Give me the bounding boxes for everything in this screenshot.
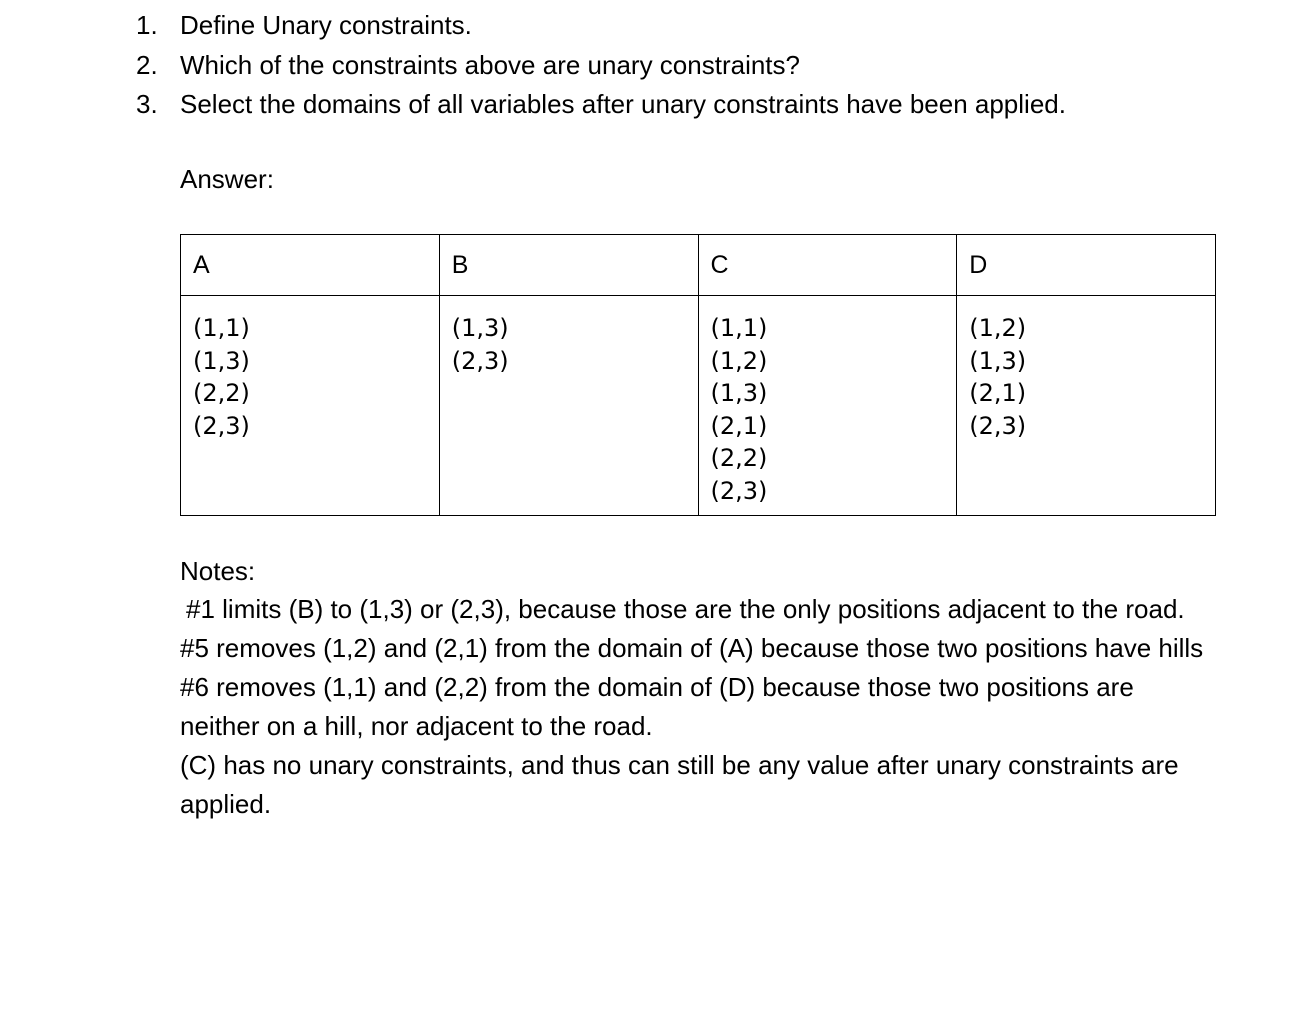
question-item — [136, 6, 1256, 46]
domain-value: (2,3) — [710, 476, 768, 505]
domain-value: (2,2) — [193, 379, 250, 408]
domain-value: (1,1) — [193, 314, 250, 342]
question-item — [136, 85, 1256, 125]
question-number: 3. — [136, 89, 158, 119]
domain-value: (1,3) — [710, 379, 768, 408]
domain-value: (1,3) — [193, 346, 250, 375]
table-header-row — [181, 235, 1216, 296]
domain-value: (2,3) — [193, 411, 250, 440]
notes-section — [180, 552, 1210, 824]
table-row — [181, 296, 1216, 516]
column-header-c: C — [698, 235, 957, 296]
domain-value: (2,1) — [710, 411, 768, 440]
domain-value: (1,1) — [710, 314, 768, 342]
column-header-b: B — [439, 235, 698, 296]
domain-cell-c — [698, 296, 957, 516]
domain-value: (2,3) — [451, 346, 509, 375]
domain-value: (2,3) — [969, 411, 1027, 440]
column-header-d: D — [957, 235, 1216, 296]
column-header-a: A — [181, 235, 440, 296]
answer-label: Answer: — [180, 164, 274, 194]
question-list — [136, 6, 1256, 125]
note-item: #5 removes (1,2) and (2,1) from the domain of (A) because those two positions have hills — [180, 633, 1204, 663]
domain-cell-a — [181, 296, 440, 516]
domain-value: (1,3) — [451, 314, 509, 342]
question-item — [136, 46, 1256, 86]
domain-value: (2,1) — [969, 379, 1027, 408]
domain-value: (2,2) — [710, 444, 768, 473]
domain-value: (1,3) — [969, 346, 1027, 375]
domain-cell-b — [439, 296, 698, 516]
note-item: (C) has no unary constraints, and thus can still be any value after unary constraints are applied. — [180, 750, 1179, 819]
question-number: 2. — [136, 49, 158, 80]
domain-value: (1,2) — [710, 346, 768, 375]
note-item: #6 removes (1,1) and (2,2) from the domain of (D) because those two positions are neither on a hill, nor adjacent to the road. — [180, 672, 1134, 741]
domain-cell-d — [957, 296, 1216, 516]
note-item: #1 limits (B) to (1,3) or (2,3), because those are the only positions adjacent to the road. — [186, 594, 1185, 624]
domain-value: (1,2) — [969, 314, 1027, 342]
question-number: 1. — [136, 10, 158, 40]
question-text: Define Unary constraints. — [180, 10, 472, 40]
notes-title: Notes: — [180, 556, 256, 586]
domains-table — [180, 234, 1216, 516]
question-text: Select the domains of all variables after unary constraints have been applied. — [180, 89, 1066, 119]
question-text: Which of the constraints above are unary constraints? — [180, 49, 800, 80]
